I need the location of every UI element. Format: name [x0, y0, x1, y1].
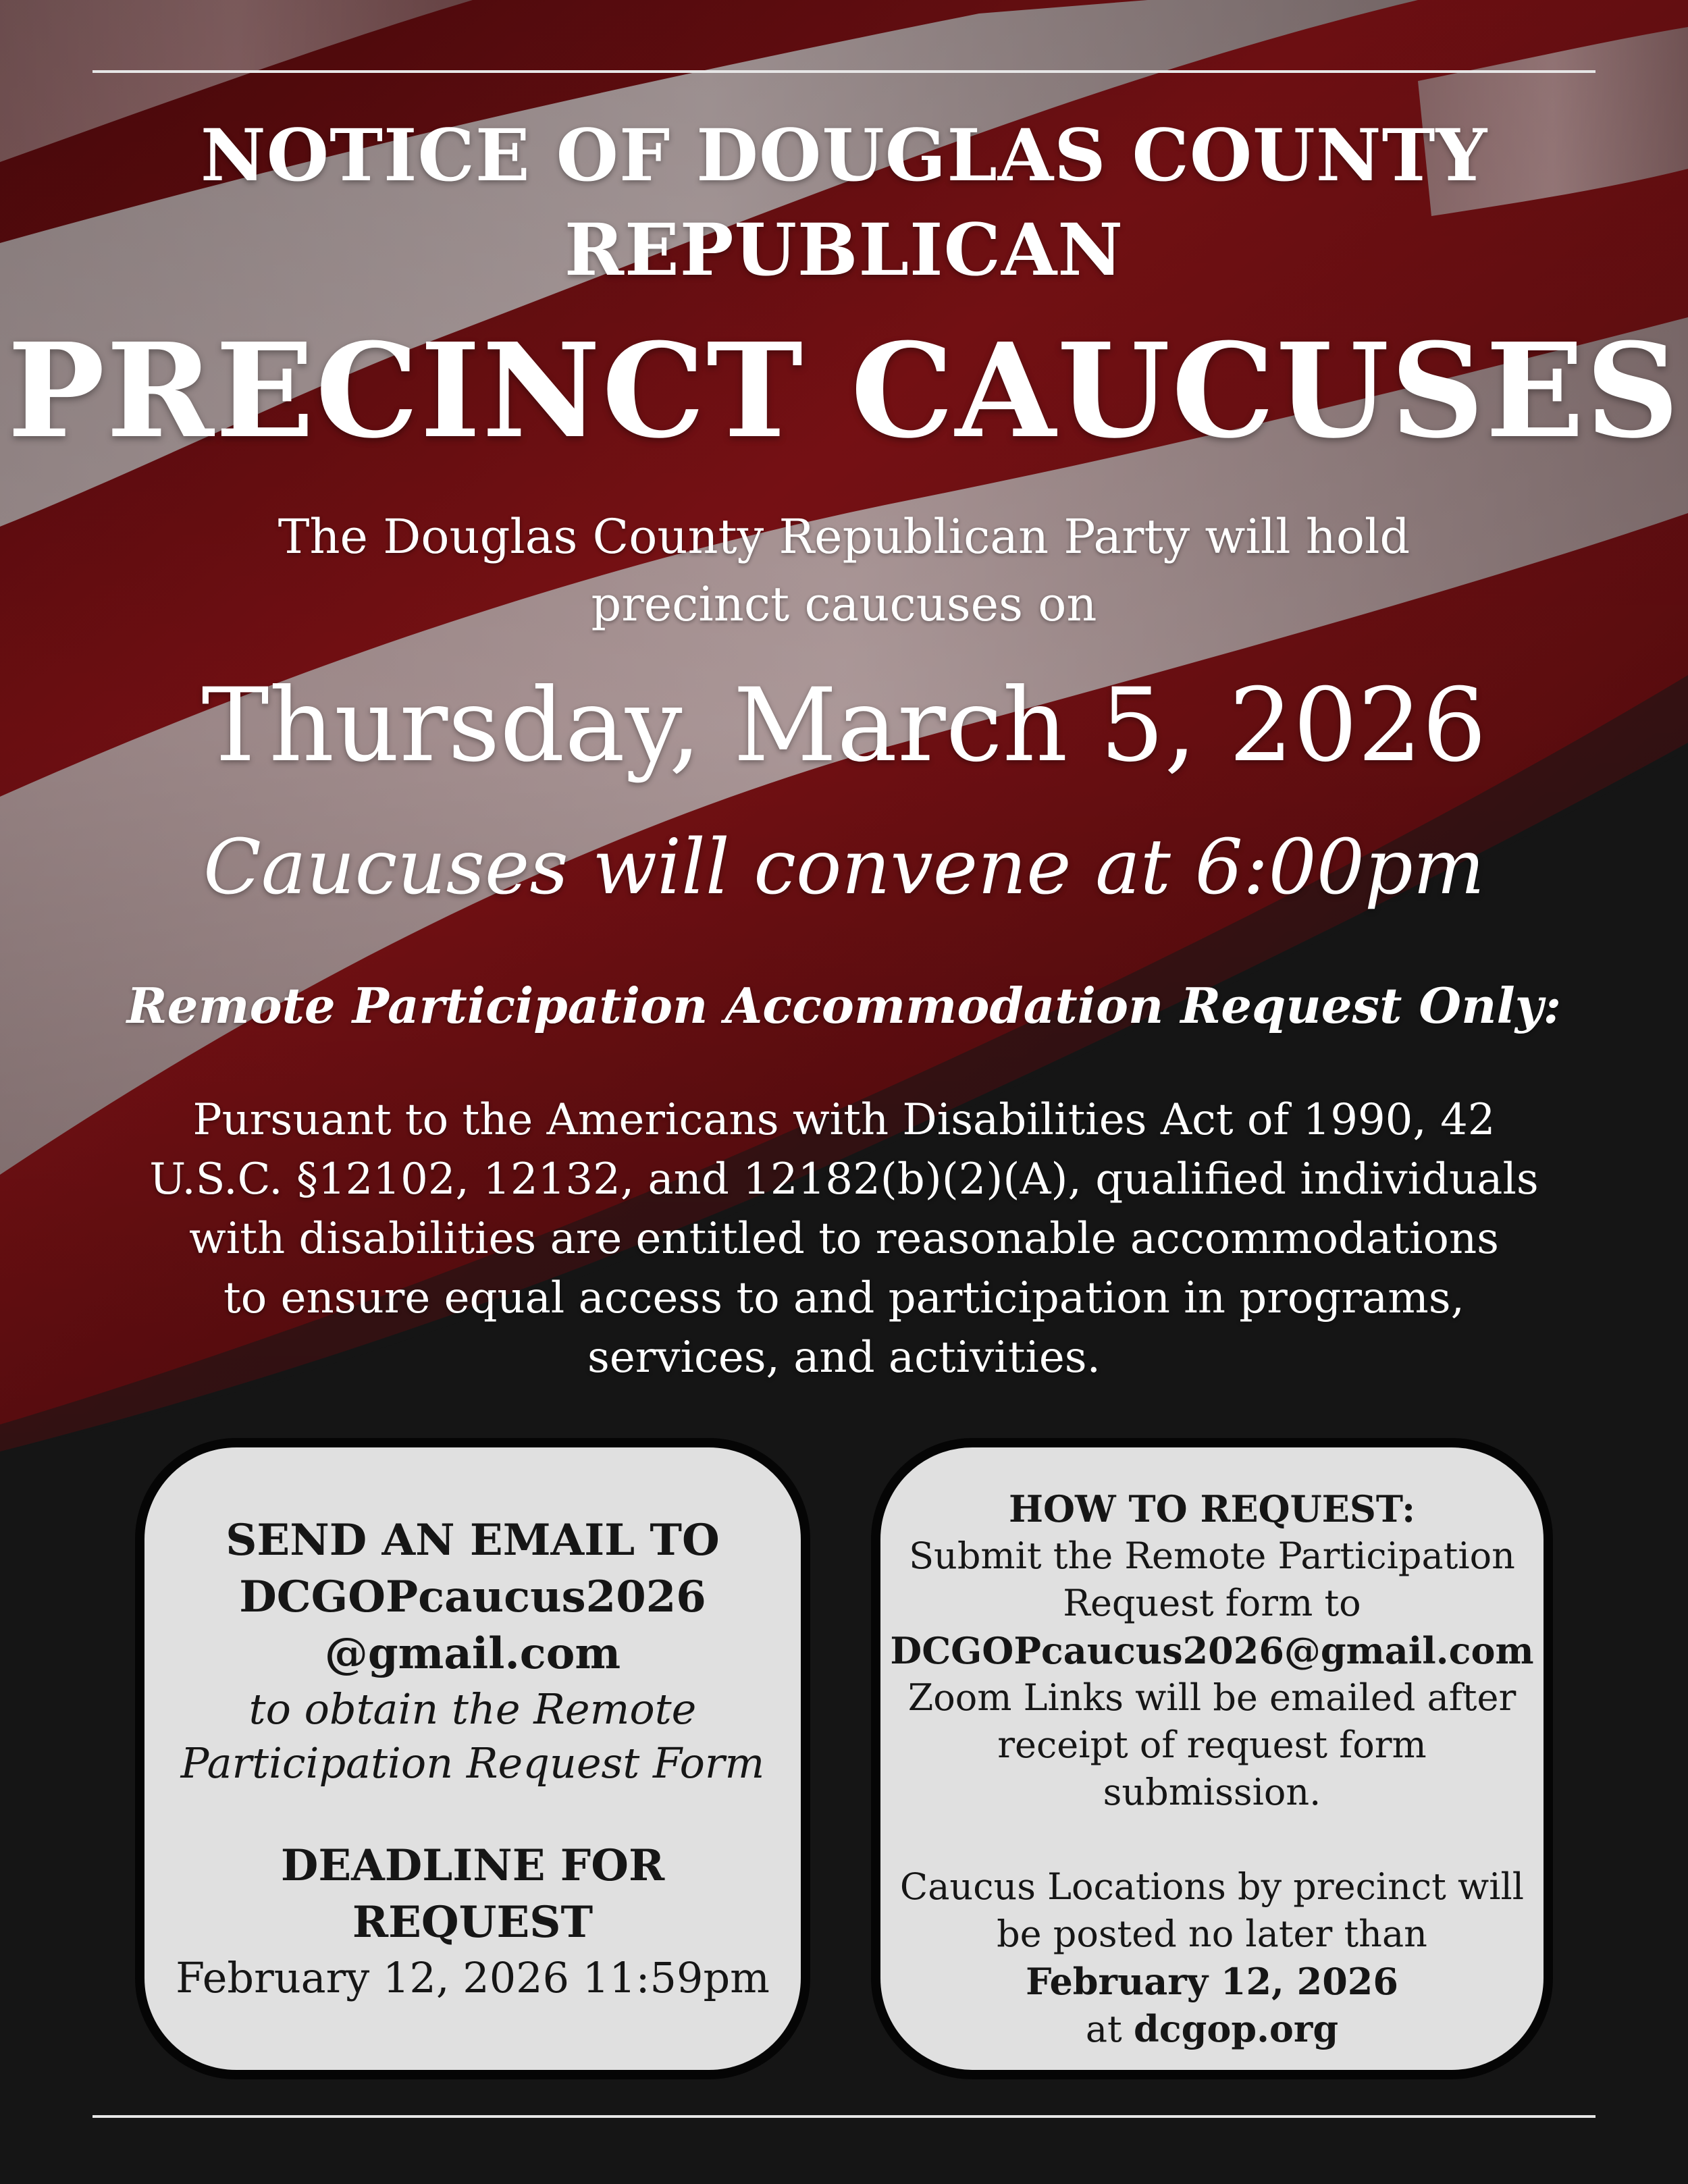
bottom-divider [93, 2115, 1595, 2118]
website-prefix: at [1085, 2008, 1122, 2050]
how-to-request-card [871, 1438, 1553, 2079]
ada-line: U.S.C. §12102, 12132, and 12182(b)(2)(A), qualified individuals [149, 1154, 1539, 1204]
send-email-address-part-1: DCGOPcaucus2026 [239, 1572, 706, 1622]
send-email-line-1: SEND AN EMAIL TO [226, 1515, 720, 1566]
ada-paragraph [0, 1090, 1688, 1387]
zoom-line-3: submission. [1103, 1771, 1321, 1813]
remote-participation-title: Remote Participation Accommodation Request Only: [126, 977, 1562, 1034]
notice-heading [0, 108, 1688, 297]
deadline-value: February 12, 2026 11:59pm [176, 1953, 770, 2002]
submit-line-2: Request form to [1063, 1582, 1361, 1624]
notice-line-1: NOTICE OF DOUGLAS COUNTY [200, 113, 1488, 197]
intro-text [0, 503, 1688, 638]
send-email-address-part-2: @gmail.com [324, 1628, 621, 1679]
convene-time: Caucuses will convene at 6:00pm [203, 824, 1485, 911]
ada-line: with disabilities are entitled to reasonable accommodations [188, 1214, 1500, 1264]
request-email: DCGOPcaucus2026@gmail.com [890, 1629, 1534, 1672]
ada-line: to ensure equal access to and participation in programs, [223, 1273, 1465, 1323]
website-link[interactable]: dcgop.org [1133, 2007, 1339, 2050]
locations-line-1: Caucus Locations by precinct will [899, 1865, 1525, 1908]
website-line [880, 2005, 1544, 2053]
zoom-line-2: receipt of request form [997, 1724, 1427, 1766]
deadline-heading-line-2: REQUEST [352, 1897, 594, 1948]
ada-line: services, and activities. [587, 1333, 1101, 1383]
submit-line-1: Submit the Remote Participation [909, 1535, 1515, 1577]
top-divider [93, 70, 1595, 73]
locations-line-2: be posted no later than [997, 1913, 1427, 1955]
how-to-request-heading: HOW TO REQUEST: [1008, 1487, 1416, 1530]
obtain-form-line-2: Participation Request Form [180, 1738, 765, 1788]
zoom-line-1: Zoom Links will be emailed after [907, 1676, 1516, 1719]
page-title: PRECINCT CAUCUSES [7, 315, 1681, 467]
intro-line-1: The Douglas County Republican Party will hold [278, 509, 1410, 564]
event-date: Thursday, March 5, 2026 [201, 667, 1487, 784]
posted-date: February 12, 2026 [1026, 1960, 1398, 2003]
obtain-form-line-1: to obtain the Remote [248, 1684, 697, 1734]
deadline-heading-line-1: DEADLINE FOR [280, 1840, 665, 1891]
notice-line-2: REPUBLICAN [564, 207, 1124, 292]
ada-line: Pursuant to the Americans with Disabilities Act of 1990, 42 [192, 1095, 1496, 1145]
email-request-card [135, 1438, 810, 2079]
intro-line-2: precinct caucuses on [591, 577, 1097, 632]
